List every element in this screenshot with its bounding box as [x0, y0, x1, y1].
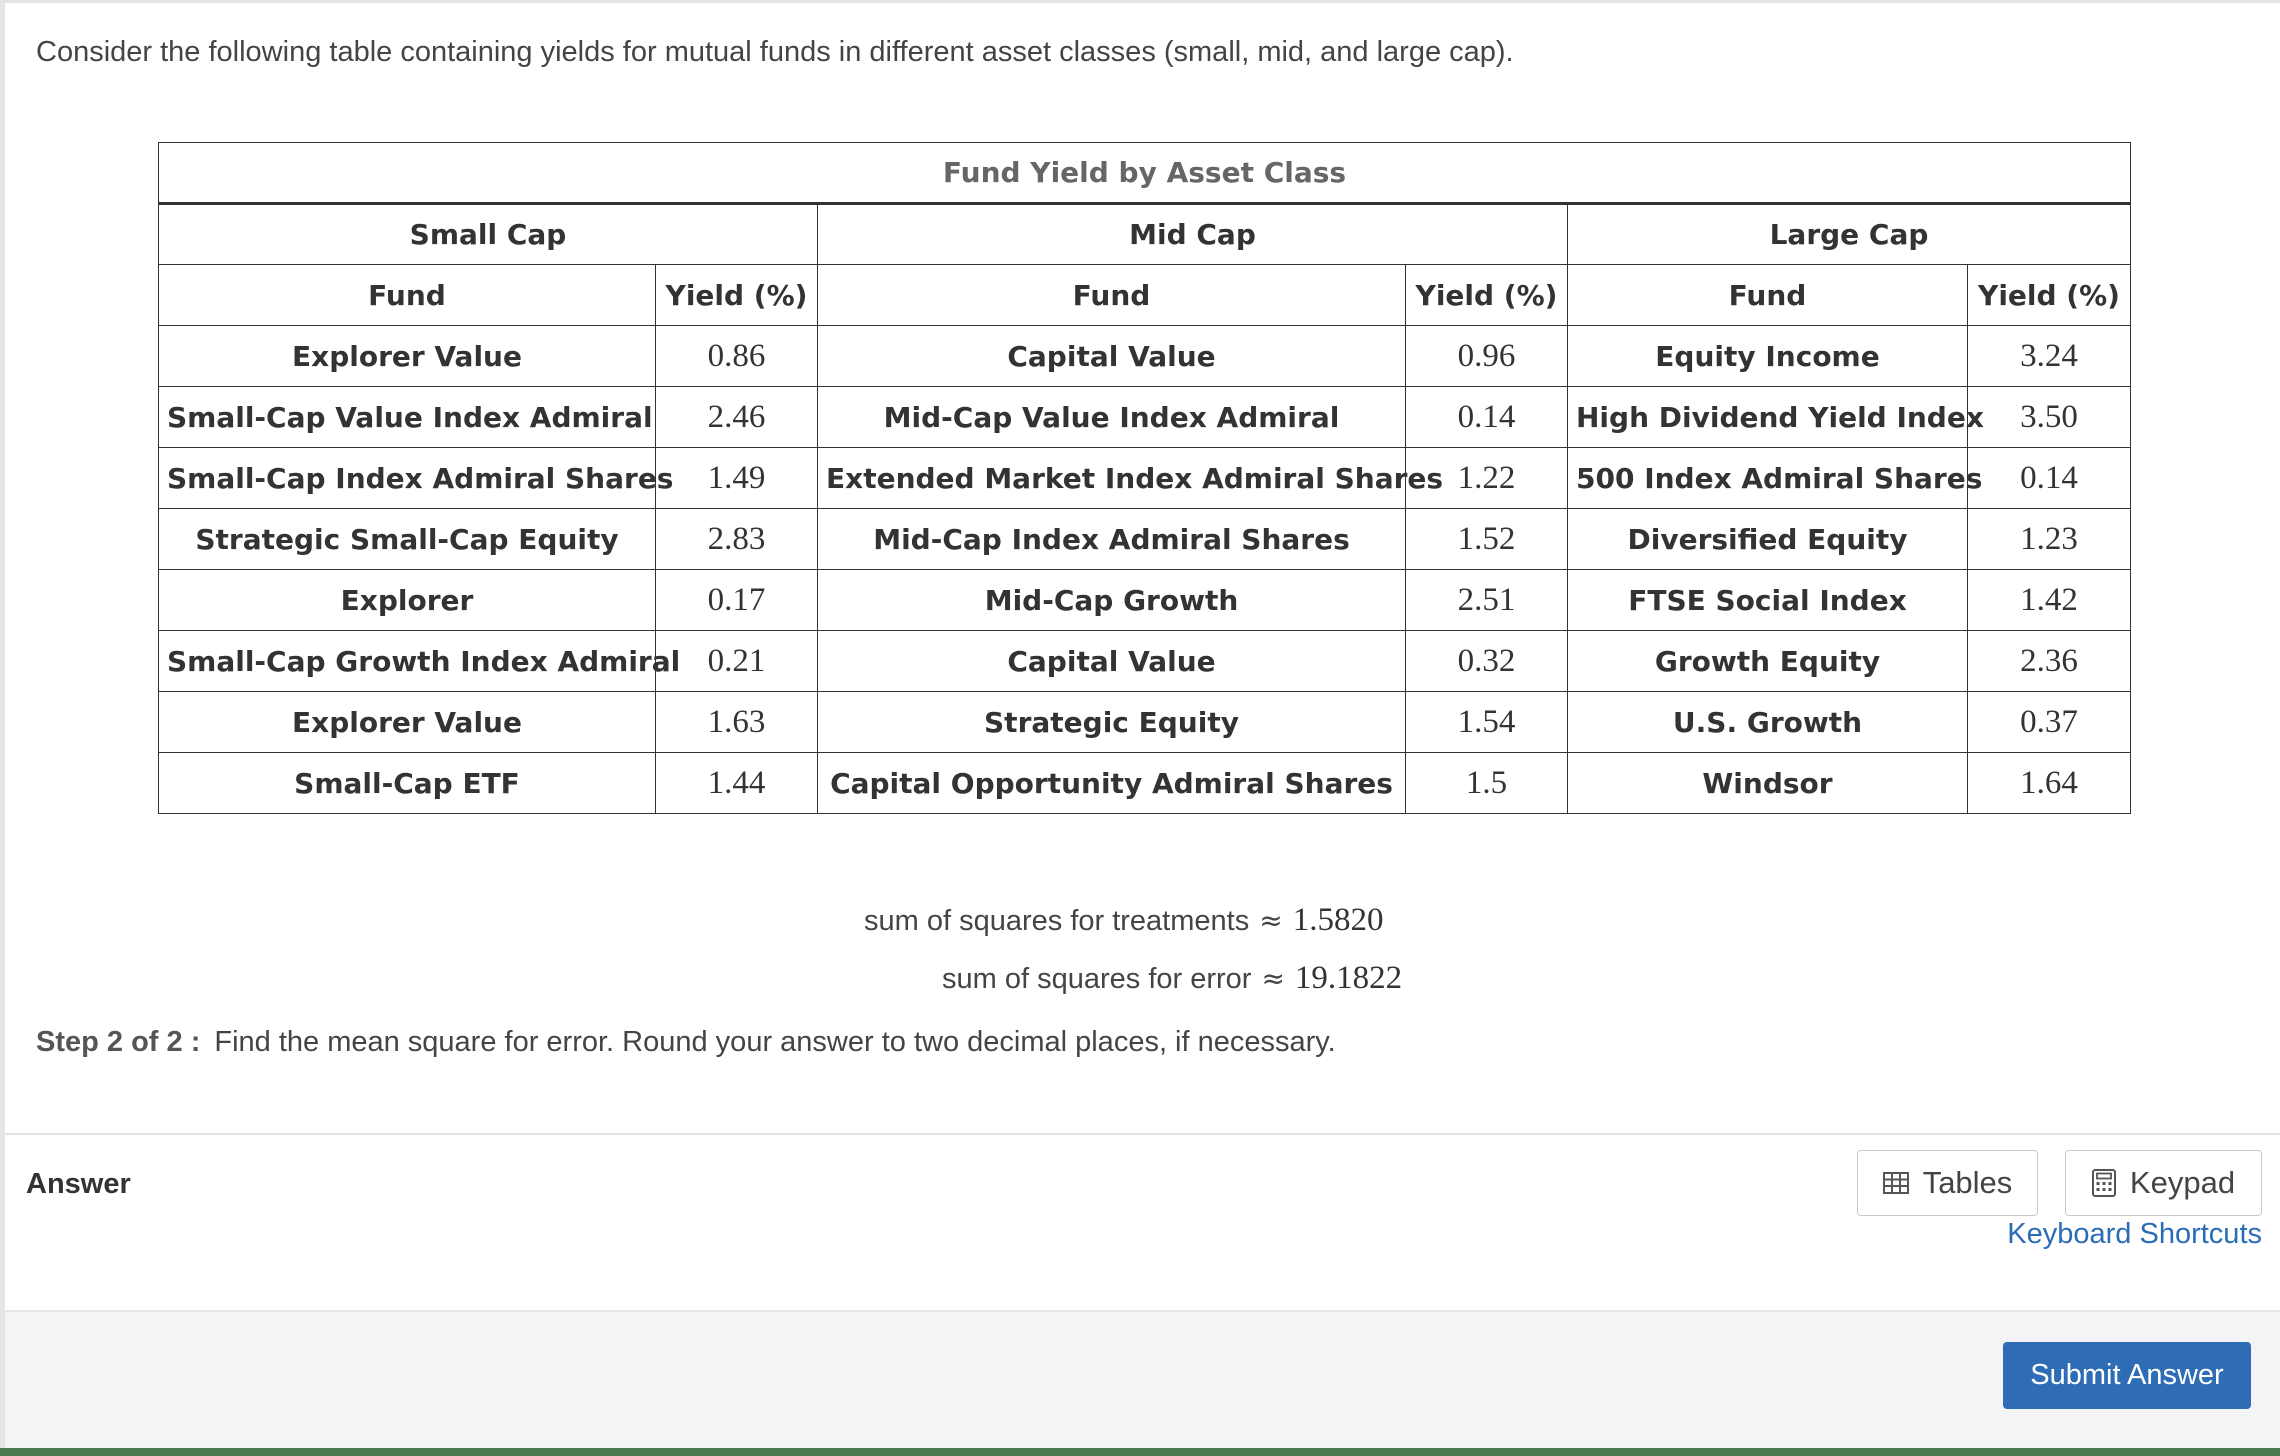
group-header-large-cap: Large Cap: [1568, 204, 2131, 265]
fund-cell: Strategic Small-Cap Equity: [159, 509, 656, 570]
yield-cell: 2.46: [656, 387, 818, 448]
fund-cell: Mid-Cap Value Index Admiral: [818, 387, 1406, 448]
fund-cell: Explorer Value: [159, 692, 656, 753]
yield-cell: 2.36: [1968, 631, 2131, 692]
keypad-button-label: Keypad: [2129, 1165, 2236, 1200]
yield-cell: 0.14: [1406, 387, 1568, 448]
fund-cell: Windsor: [1568, 753, 1968, 814]
footer-bar: [5, 1310, 2280, 1450]
intro-text: Consider the following table containing yields for mutual funds in different asset classes (small, mid, and large cap).: [36, 36, 1514, 68]
yield-cell: 1.64: [1968, 753, 2131, 814]
yield-cell: 1.22: [1406, 448, 1568, 509]
step-instruction: [36, 1026, 1336, 1059]
fund-cell: High Dividend Yield Index: [1568, 387, 1968, 448]
fund-cell: Equity Income: [1568, 326, 1968, 387]
table-row: [159, 326, 2131, 387]
tables-button[interactable]: [1857, 1150, 2038, 1216]
table-row: [159, 631, 2131, 692]
table-body: [159, 326, 2131, 814]
fund-cell: Small-Cap Value Index Admiral: [159, 387, 656, 448]
yield-cell: 0.96: [1406, 326, 1568, 387]
yield-cell: 0.14: [1968, 448, 2131, 509]
table-row: [159, 753, 2131, 814]
yield-cell: 2.83: [656, 509, 818, 570]
approx-symbol: ≈: [1259, 904, 1283, 937]
keypad-button[interactable]: [2065, 1150, 2262, 1216]
yield-cell: 3.50: [1968, 387, 2131, 448]
fund-cell: FTSE Social Index: [1568, 570, 1968, 631]
yield-cell: 2.51: [1406, 570, 1568, 631]
col-header-fund: Fund: [159, 265, 656, 326]
col-header-fund: Fund: [1568, 265, 1968, 326]
yield-cell: 1.63: [656, 692, 818, 753]
bottom-accent-bar: [0, 1448, 2280, 1456]
sst-line: [864, 902, 1383, 939]
table-caption: Fund Yield by Asset Class: [159, 143, 2131, 204]
yield-cell: 0.86: [656, 326, 818, 387]
table-icon: [1883, 1172, 1909, 1194]
submit-answer-button[interactable]: Submit Answer: [2003, 1342, 2251, 1409]
fund-cell: Small-Cap ETF: [159, 753, 656, 814]
fund-cell: Extended Market Index Admiral Shares: [818, 448, 1406, 509]
yield-cell: 0.32: [1406, 631, 1568, 692]
table-row: [159, 448, 2131, 509]
yield-cell: 0.21: [656, 631, 818, 692]
fund-cell: Mid-Cap Growth: [818, 570, 1406, 631]
fund-cell: Small-Cap Index Admiral Shares: [159, 448, 656, 509]
table-row: [159, 570, 2131, 631]
fund-cell: Growth Equity: [1568, 631, 1968, 692]
fund-cell: Diversified Equity: [1568, 509, 1968, 570]
fund-cell: Small-Cap Growth Index Admiral: [159, 631, 656, 692]
fund-cell: Capital Value: [818, 631, 1406, 692]
yield-cell: 1.44: [656, 753, 818, 814]
calculator-icon: [2092, 1169, 2116, 1197]
col-header-yield: Yield (%): [656, 265, 818, 326]
group-header-small-cap: Small Cap: [159, 204, 818, 265]
answer-divider: [5, 1133, 2280, 1135]
fund-cell: U.S. Growth: [1568, 692, 1968, 753]
table-row: [159, 387, 2131, 448]
fund-cell: Mid-Cap Index Admiral Shares: [818, 509, 1406, 570]
fund-cell: Explorer: [159, 570, 656, 631]
col-header-fund: Fund: [818, 265, 1406, 326]
col-header-yield: Yield (%): [1968, 265, 2131, 326]
yield-cell: 1.49: [656, 448, 818, 509]
col-header-yield: Yield (%): [1406, 265, 1568, 326]
sse-label: sum of squares for error: [942, 963, 1252, 995]
keyboard-shortcuts-link[interactable]: Keyboard Shortcuts: [2007, 1218, 2262, 1250]
yield-cell: 0.37: [1968, 692, 2131, 753]
fund-cell: Strategic Equity: [818, 692, 1406, 753]
fund-yield-table: [158, 142, 2131, 814]
answer-label: Answer: [26, 1168, 131, 1200]
yield-cell: 1.42: [1968, 570, 2131, 631]
sse-line: [942, 960, 1402, 997]
sst-value: 1.5820: [1292, 902, 1384, 938]
yield-cell: 1.5: [1406, 753, 1568, 814]
table-row: [159, 692, 2131, 753]
yield-cell: 1.52: [1406, 509, 1568, 570]
fund-cell: 500 Index Admiral Shares: [1568, 448, 1968, 509]
yield-cell: 3.24: [1968, 326, 2131, 387]
fund-cell: Capital Opportunity Admiral Shares: [818, 753, 1406, 814]
yield-cell: 1.54: [1406, 692, 1568, 753]
step-label: Step 2 of 2 :: [36, 1026, 201, 1058]
top-border: [0, 0, 2280, 3]
table-row: [159, 509, 2131, 570]
fund-cell: Capital Value: [818, 326, 1406, 387]
sst-label: sum of squares for treatments: [864, 905, 1250, 937]
tables-button-label: Tables: [1922, 1165, 2013, 1200]
group-header-mid-cap: Mid Cap: [818, 204, 1568, 265]
yield-cell: 1.23: [1968, 509, 2131, 570]
yield-cell: 0.17: [656, 570, 818, 631]
sse-value: 19.1822: [1294, 960, 1403, 996]
approx-symbol: ≈: [1261, 962, 1285, 995]
fund-cell: Explorer Value: [159, 326, 656, 387]
step-text: Find the mean square for error. Round your answer to two decimal places, if necessary.: [214, 1026, 1336, 1058]
